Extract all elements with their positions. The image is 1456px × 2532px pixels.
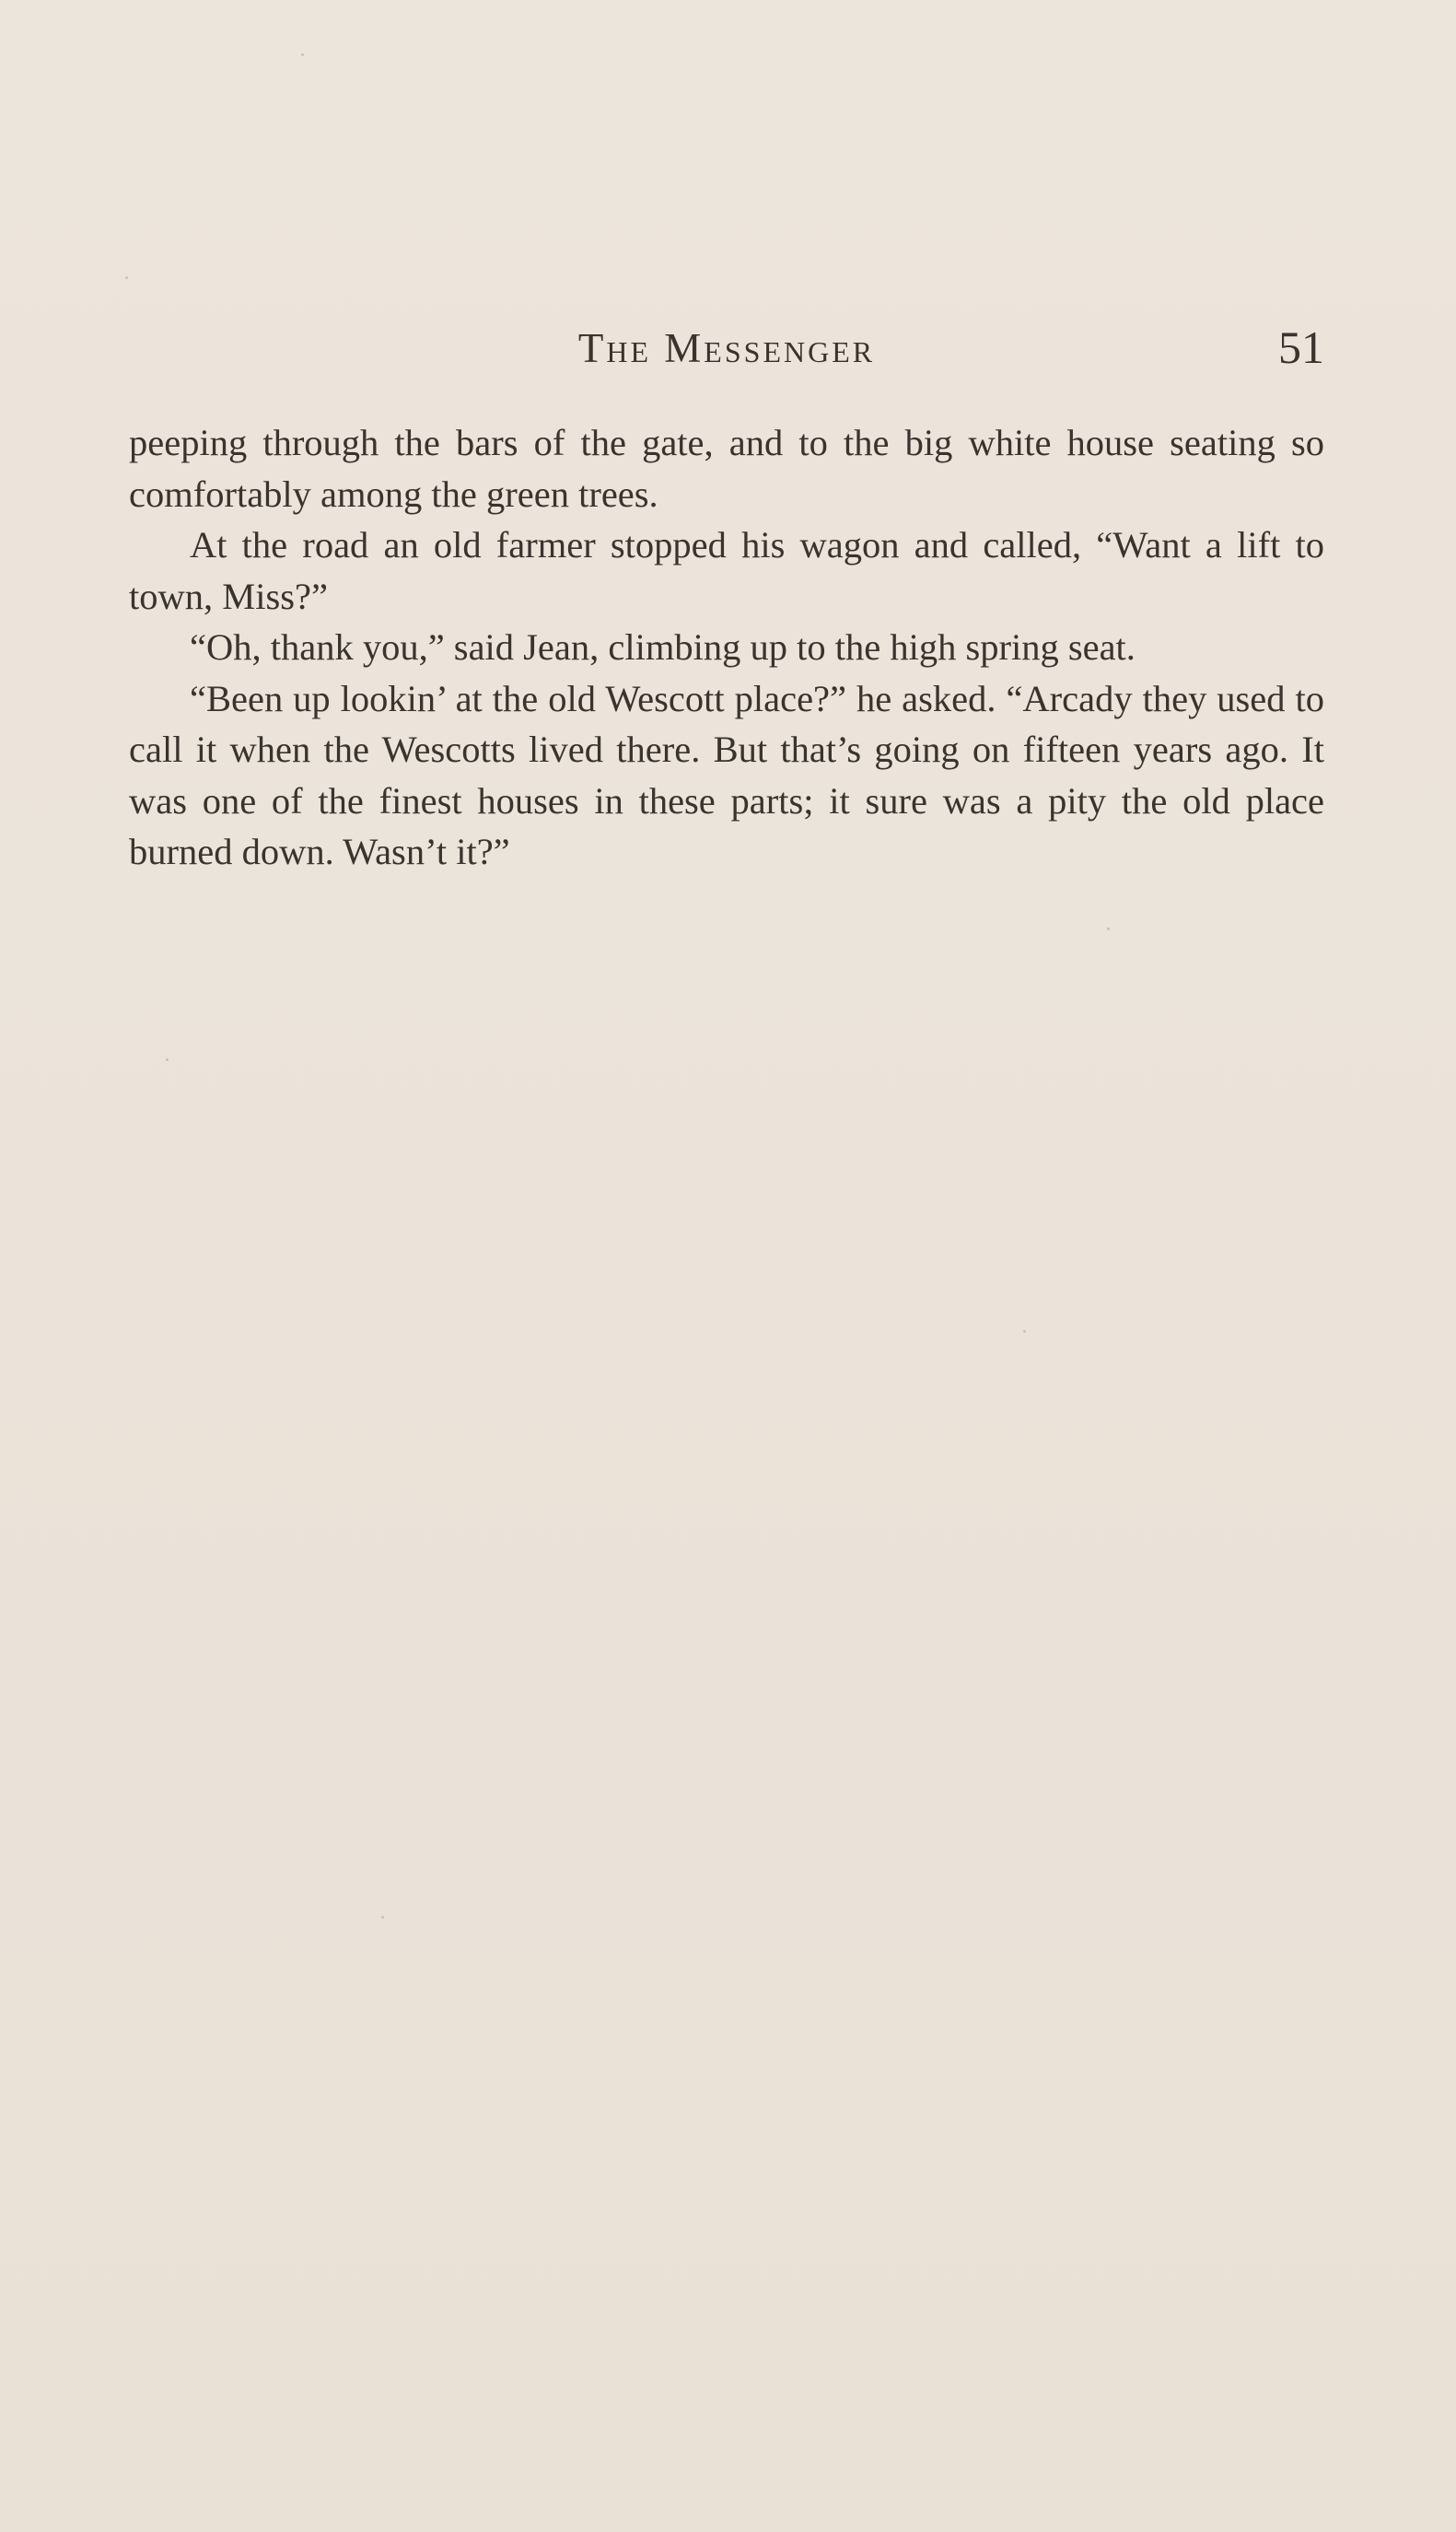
paragraph-1: peeping through the bars of the gate, and to the big white house seating so comfortably among the green trees. [129,422,1324,515]
running-title: The Messenger [577,325,876,371]
paper-speck [381,1916,384,1919]
paper-speck [301,53,304,56]
paragraph-2: At the road an old farmer stopped his wagon and called, “Want a lift to town, Miss?” [129,524,1324,617]
paragraph-4: “Been up lookin’ at the old Wescott place?” he asked. “Arcady they used to call it when the Wescotts lived there. But that’s going on fifteen years ago. It was one of the finest houses in these parts; it sure was a pity the old place burned down. Wasn’t it?” [129,677,1324,872]
paper-speck [1107,928,1110,930]
page-number: 51 [1278,321,1324,373]
paper-speck [1023,1330,1026,1333]
page-header [129,321,1324,385]
paper-speck [166,1058,169,1061]
paragraph-3: “Oh, thank you,” said Jean, climbing up to the high spring seat. [190,626,1136,668]
paper-speck [125,276,128,279]
body-text [129,417,1324,878]
